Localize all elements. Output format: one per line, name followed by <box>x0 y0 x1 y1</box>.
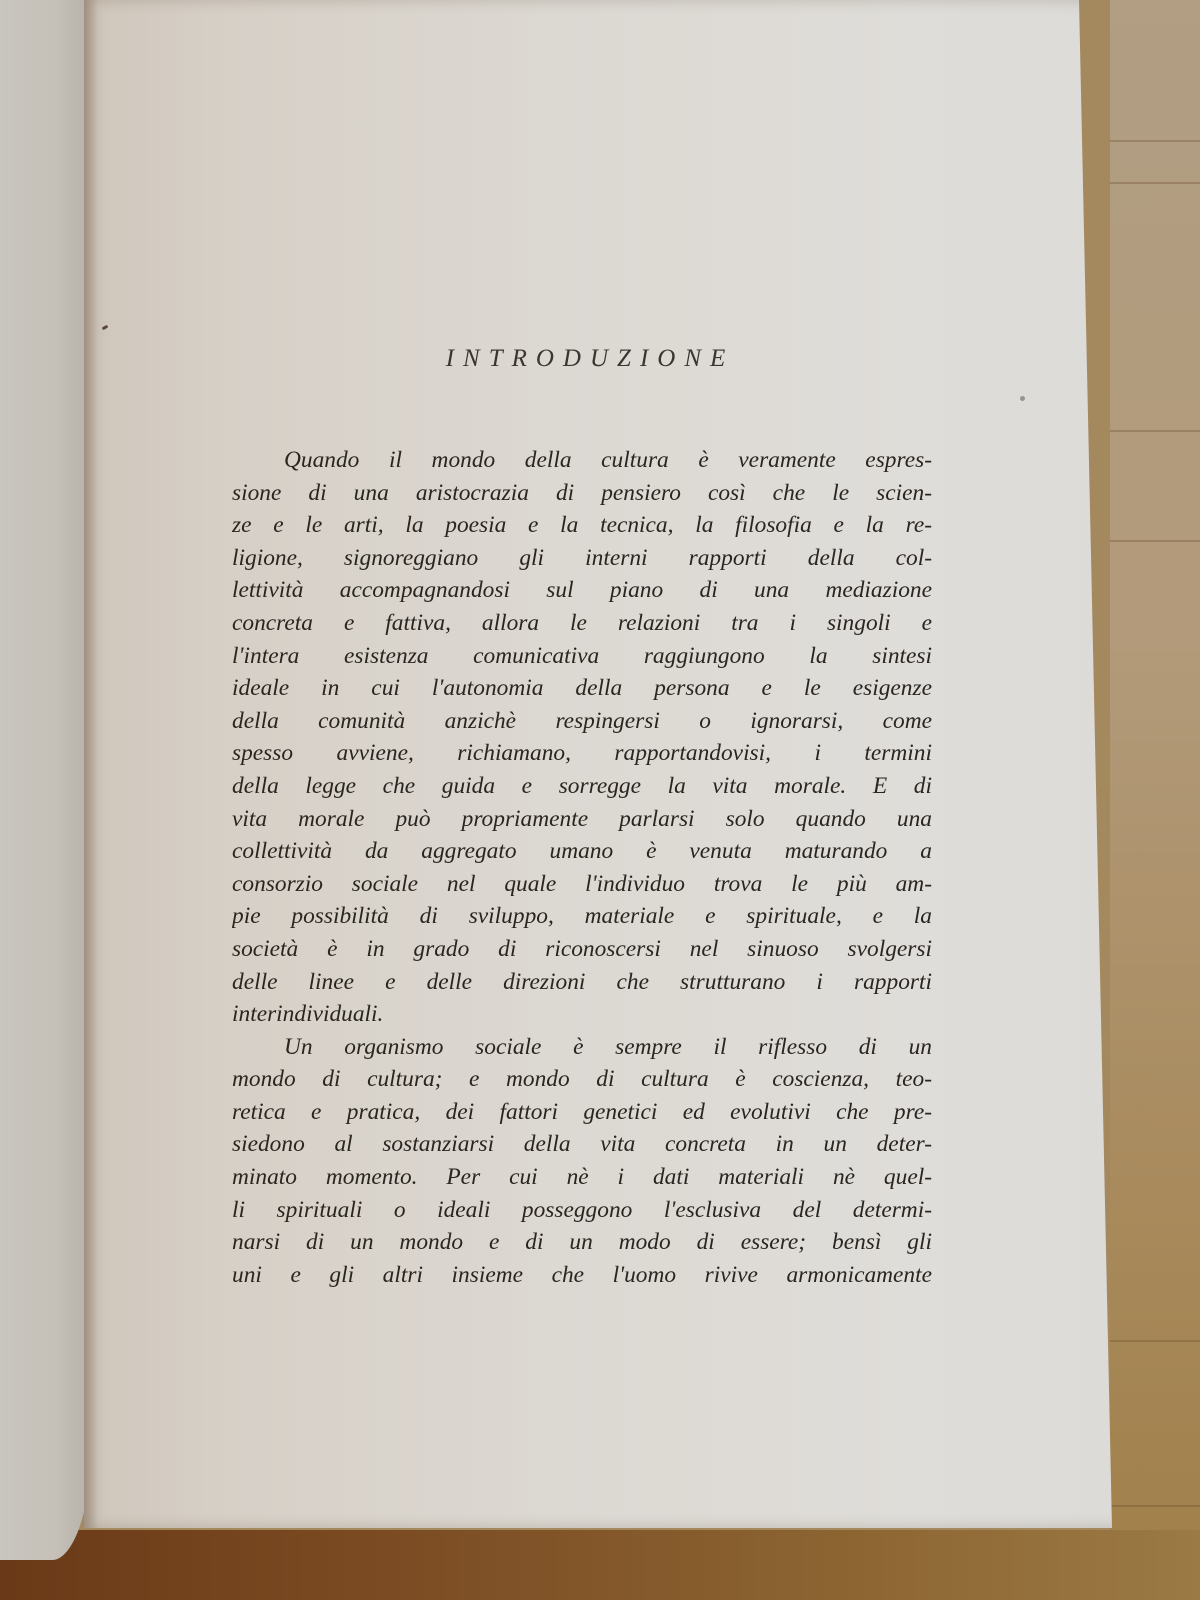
wooden-table-right <box>1110 0 1200 1600</box>
text-line: della comunità anzichè respingersi o ignorarsi, come <box>232 707 932 734</box>
text-line: vita morale può propriamente parlarsi solo quando una <box>232 805 932 832</box>
text-line: minato momento. Per cui nè i dati materiali nè quel- <box>232 1164 932 1191</box>
text-line: concreta e fattiva, allora le relazioni tra i singoli e <box>232 609 932 636</box>
text-line: li spirituali o ideali posseggono l'esclusiva del determi- <box>232 1196 932 1223</box>
text-line: lettività accompagnandosi sul piano di una mediazione <box>232 577 932 604</box>
text-line: delle linee e delle direzioni che strutturano i rapporti <box>232 968 932 995</box>
text-line: pie possibilità di sviluppo, materiale e spirituale, e la <box>232 903 932 930</box>
text-line: mondo di cultura; e mondo di cultura è coscienza, teo- <box>232 1066 932 1093</box>
wood-plank-seam <box>1110 140 1200 142</box>
chapter-heading: INTRODUZIONE <box>445 345 735 372</box>
text-line: società è in grado di riconoscersi nel sinuoso svolgersi <box>232 935 932 962</box>
text-line: Un organismo sociale è sempre il riflesso di un <box>284 1033 932 1060</box>
text-line: uni e gli altri insieme che l'uomo rivive armonicamente <box>232 1261 932 1288</box>
text-line: ligione, signoreggiano gli interni rapporti della col- <box>232 544 932 571</box>
text-line: retica e pratica, dei fattori genetici ed evolutivi che pre- <box>232 1098 932 1125</box>
wood-plank-seam <box>1110 540 1200 542</box>
text-line: siedono al sostanziarsi della vita concreta in un deter- <box>232 1131 932 1158</box>
wood-plank-seam <box>1110 182 1200 184</box>
body-text <box>232 444 932 1291</box>
spine-shadow <box>84 0 98 1528</box>
text-line: sione di una aristocrazia di pensiero così che le scien- <box>232 479 932 506</box>
text-line: spesso avviene, richiamano, rapportandovisi, i termini <box>232 740 932 767</box>
wood-plank-seam <box>1110 1340 1200 1342</box>
wood-plank-seam <box>1110 1505 1200 1507</box>
text-line: della legge che guida e sorregge la vita morale. E di <box>232 772 932 799</box>
text-line: l'intera esistenza comunicativa raggiungono la sintesi <box>232 642 932 669</box>
text-line: consorzio sociale nel quale l'individuo trova le più am- <box>232 870 932 897</box>
text-line: narsi di un mondo e di un modo di essere; bensì gli <box>232 1229 932 1256</box>
wooden-table-bottom <box>0 1530 1200 1600</box>
text-line: collettività da aggregato umano è venuta maturando a <box>232 838 932 865</box>
text-line: interindividuali. <box>232 1001 384 1028</box>
text-line: ideale in cui l'autonomia della persona e le esigenze <box>232 675 932 702</box>
left-facing-page <box>0 0 92 1560</box>
text-line: Quando il mondo della cultura è veramente espres- <box>284 447 932 473</box>
wood-plank-seam <box>1110 430 1200 432</box>
text-line: ze e le arti, la poesia e la tecnica, la filosofia e la re- <box>232 512 932 539</box>
